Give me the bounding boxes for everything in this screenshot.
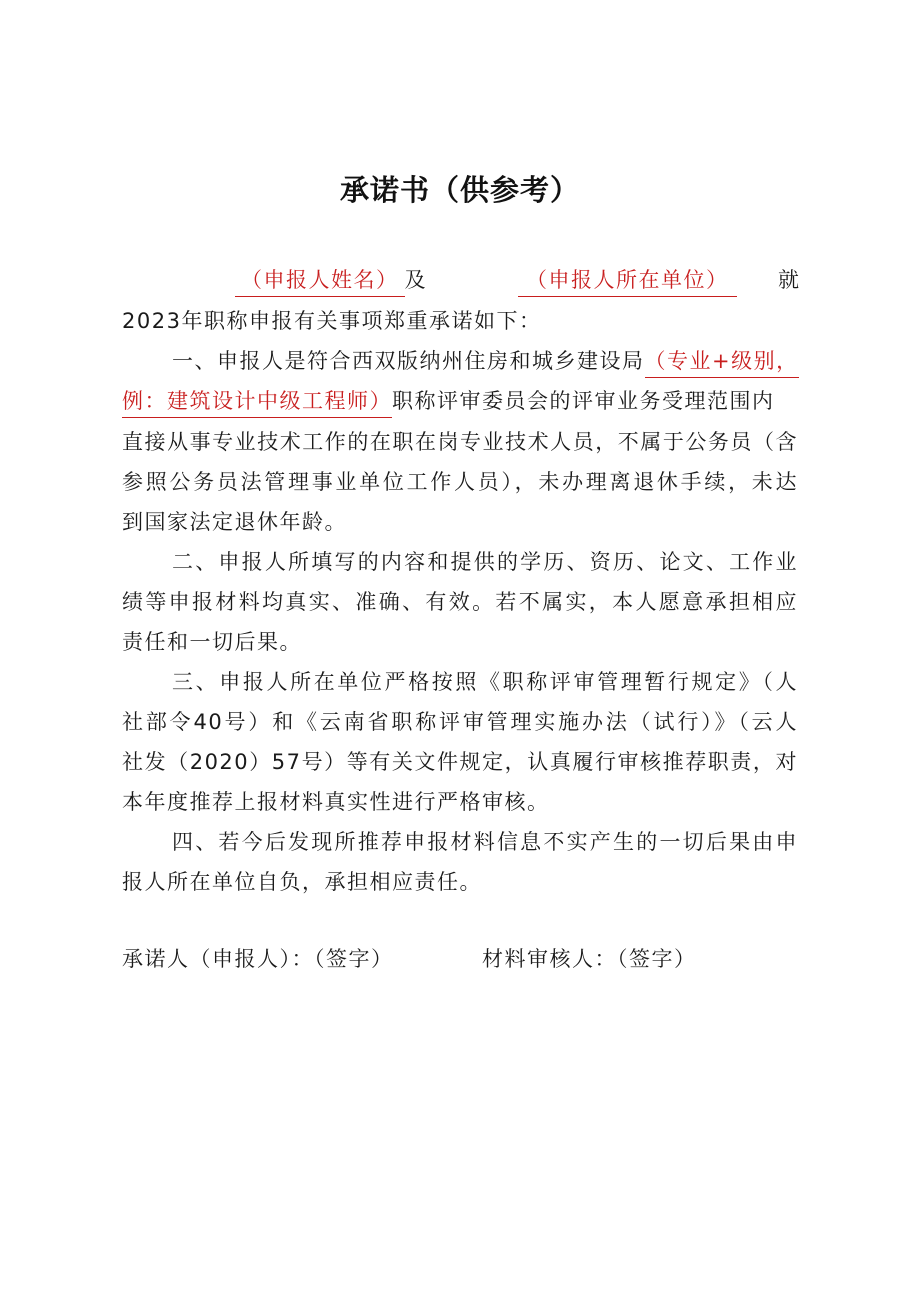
item2-line3: 责任和一切后果。 (122, 630, 302, 654)
item1-line2 (122, 386, 775, 416)
intro-line-1 (235, 265, 427, 295)
applicant-name-field[interactable]: （申报人姓名） (235, 265, 405, 295)
reviewer-signature-label: 材料审核人：（签字） (482, 947, 697, 971)
item3-line2: 社部令40号）和《云南省职称评审管理实施办法（试行）》（云人 (122, 710, 798, 734)
intro-regarding: 就 (778, 268, 801, 292)
item1-line5: 到国家法定退休年龄。 (122, 510, 347, 534)
intro-and: 及 (404, 268, 427, 292)
unit-field-wrap (518, 265, 737, 295)
item1-line3: 直接从事专业技术工作的在职在岗专业技术人员，不属于公务员（含 (122, 430, 798, 454)
promisor-signature-label: 承诺人（申报人）：（签字） (122, 947, 394, 971)
major-level-field-part1[interactable]: （专业+级别， (645, 346, 799, 376)
item1-line1-text: 一、申报人是符合西双版纳州住房和城乡建设局 (172, 349, 645, 373)
item2-line2: 绩等申报材料均真实、准确、有效。若不属实，本人愿意承担相应 (122, 590, 798, 614)
item1-line1 (172, 346, 799, 376)
item4-line2: 报人所在单位自负，承担相应责任。 (122, 870, 482, 894)
item4-line1: 四、若今后发现所推荐申报材料信息不实产生的一切后果由申 (172, 830, 798, 854)
item3-line3: 社发（2020）57号）等有关文件规定，认真履行审核推荐职责，对 (122, 750, 798, 774)
unit-field[interactable]: （申报人所在单位） (518, 265, 737, 295)
item2-line1: 二、申报人所填写的内容和提供的学历、资历、论文、工作业 (172, 550, 798, 574)
item1-line2-text: 职称评审委员会的评审业务受理范围内 (392, 389, 775, 413)
item1-line4: 参照公务员法管理事业单位工作人员），未办理离退休手续，未达 (122, 470, 798, 494)
page-title: 承诺书（供参考） (339, 173, 580, 207)
major-level-field-part2[interactable]: 例：建筑设计中级工程师） (122, 386, 392, 416)
item3-line1: 三、申报人所在单位严格按照《职称评审管理暂行规定》（人 (172, 670, 798, 694)
intro-line-2: 2023年职称申报有关事项郑重承诺如下： (122, 309, 542, 333)
item3-line4: 本年度推荐上报材料真实性进行严格审核。 (122, 790, 550, 814)
